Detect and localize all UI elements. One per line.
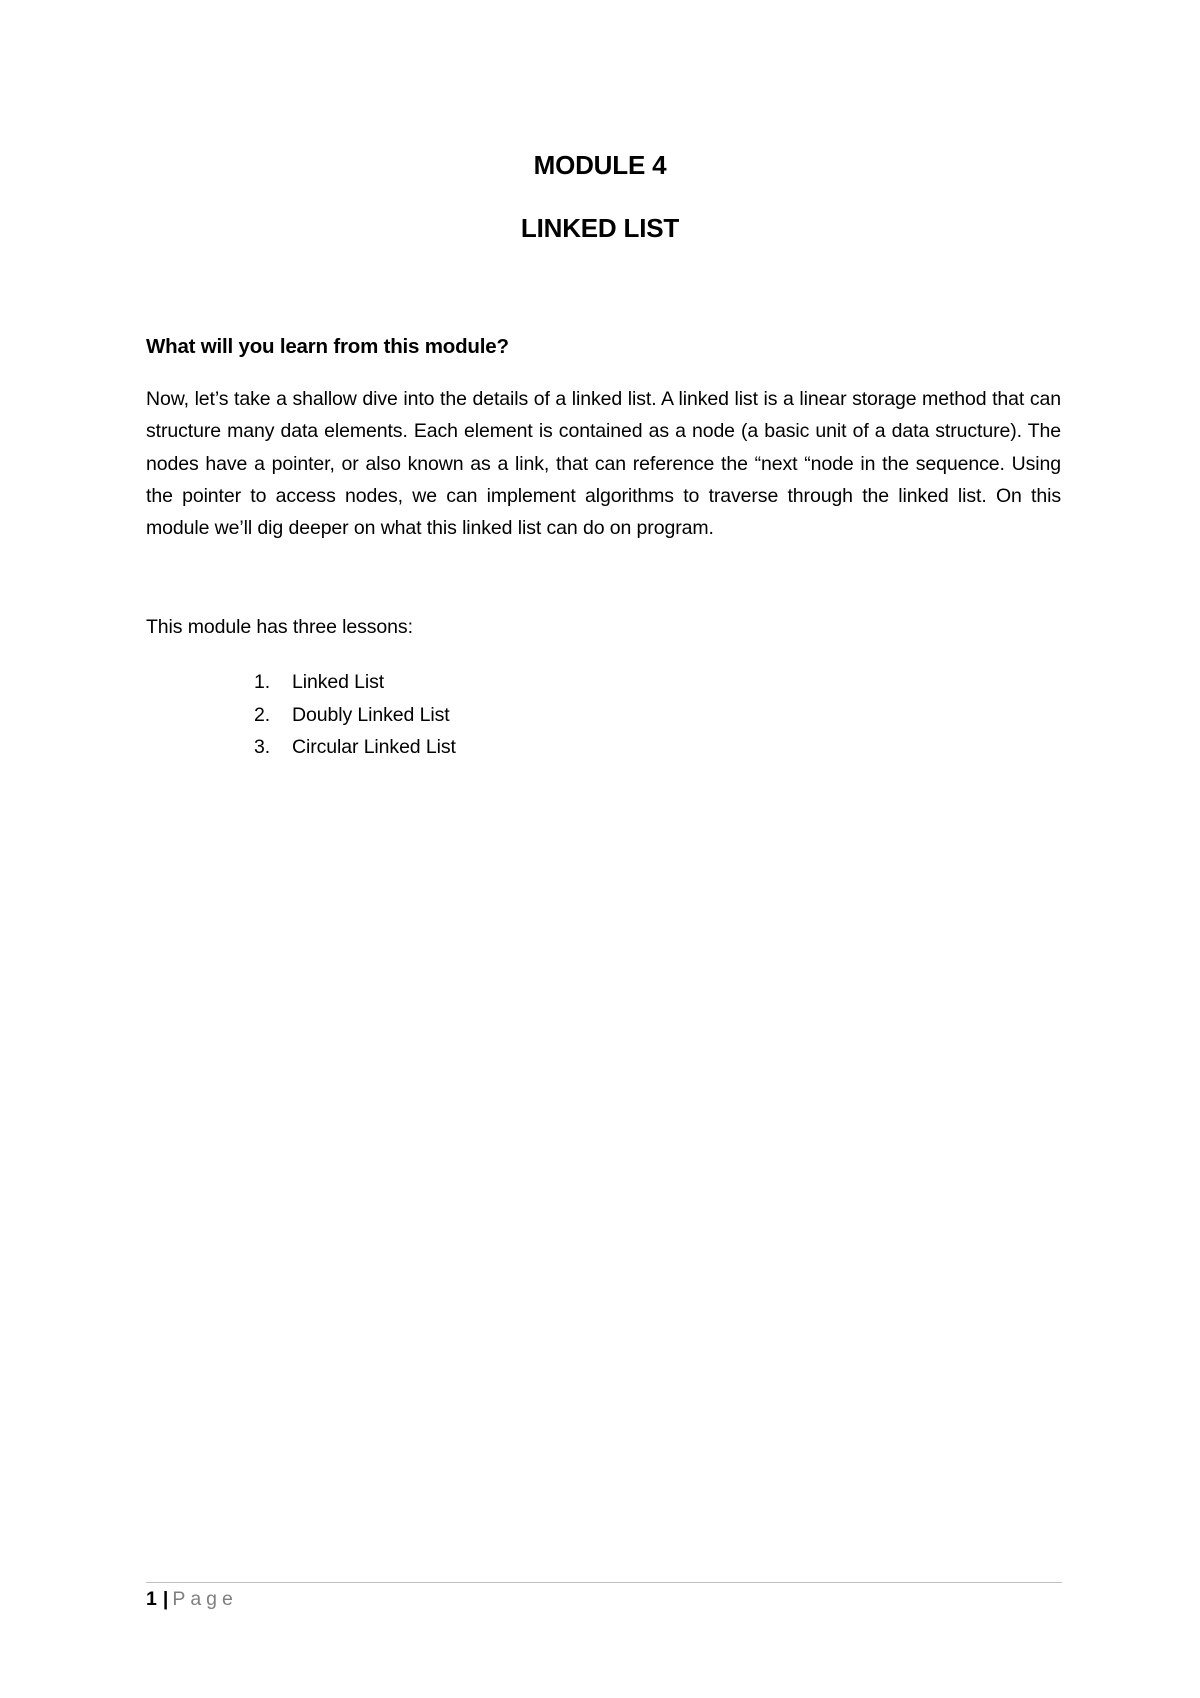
list-item-label: Doubly Linked List: [292, 703, 450, 726]
module-title: MODULE 4: [533, 150, 667, 180]
list-item-number: 3.: [254, 736, 271, 758]
module-subtitle: LINKED LIST: [520, 213, 680, 243]
page-footer: [146, 1588, 238, 1611]
footer-separator: |: [162, 1588, 169, 1610]
intro-paragraph: Now, let’s take a shallow dive into the details of a linked list. A linked list is a linear storage method that can structure many data elements. Each element is contained as a node (a basic unit of a data structure). The nodes have a pointer, or also known as a link, that can reference the “next “node in the sequence. Using the pointer to access nodes, we can implement algorithms to traverse through the linked list. On this module we’ll dig deeper on what this linked list can do on program.: [146, 388, 1061, 540]
lesson-list: [254, 666, 456, 764]
lessons-intro: This module has three lessons:: [146, 616, 413, 638]
list-item-label: Circular Linked List: [292, 736, 456, 758]
list-item: [254, 699, 456, 732]
page-label: Page: [172, 1588, 238, 1610]
list-item-number: 2.: [254, 703, 271, 726]
page-number: 1: [146, 1588, 157, 1610]
list-item-number: 1.: [254, 671, 271, 693]
list-item: [254, 731, 456, 764]
list-item: [254, 666, 456, 699]
list-item-label: Linked List: [292, 671, 385, 693]
section-heading: What will you learn from this module?: [146, 335, 509, 358]
footer-divider: [146, 1582, 1062, 1583]
